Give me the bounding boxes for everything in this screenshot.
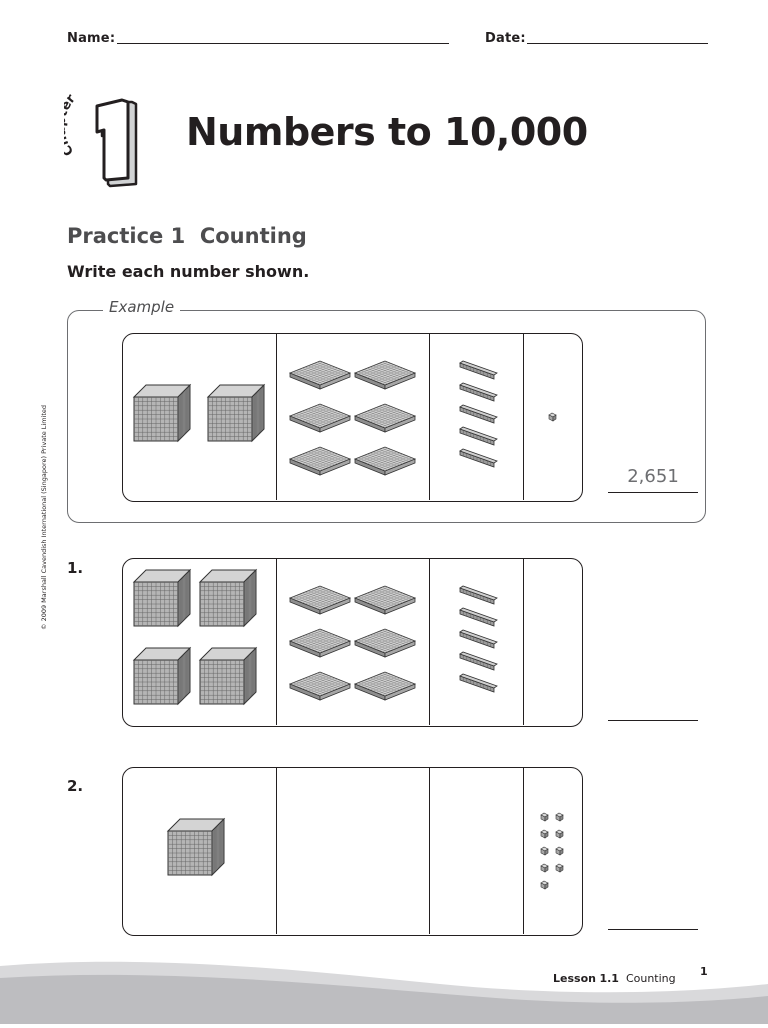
question-2-one-cube: [541, 847, 548, 855]
date-field-line[interactable]: [527, 43, 708, 44]
example-answer-line: [608, 492, 698, 493]
footer-lesson: [553, 972, 676, 985]
question-1-answer-line[interactable]: [608, 720, 698, 721]
example-label: Example: [103, 298, 180, 316]
question-2-blocks-svg: [122, 767, 582, 935]
practice-heading: [67, 224, 307, 248]
example-answer: 2,651: [627, 466, 679, 487]
question-1-blocks: [122, 558, 582, 726]
name-field-line[interactable]: [117, 43, 449, 44]
question-2-one-cube: [541, 864, 548, 872]
instruction-text: Write each number shown.: [67, 262, 310, 281]
question-1-hundred-flat: [290, 586, 350, 614]
question-1-thousand-cube: [134, 570, 190, 626]
example-hundred-flat: [290, 361, 350, 389]
question-1-hundred-flat: [355, 672, 415, 700]
copyright-note: © 2009 Marshall Cavendish International (Singapore) Private Limited: [40, 404, 48, 630]
question-1-blocks-svg: [122, 558, 582, 726]
practice-number: Practice 1: [67, 224, 186, 248]
practice-topic: Counting: [199, 224, 307, 248]
footer-lesson-word: Lesson: [553, 972, 596, 985]
question-1-thousand-cube: [200, 648, 256, 704]
example-hundred-flat: [290, 447, 350, 475]
example-blocks-svg: [122, 333, 582, 501]
example-hundred-flat: [355, 447, 415, 475]
question-1-number: 1.: [67, 559, 84, 577]
question-2-answer-line[interactable]: [608, 929, 698, 930]
footer-lesson-number: 1.1: [599, 972, 619, 985]
page-number: 1: [700, 965, 708, 978]
question-1-hundred-flat: [355, 586, 415, 614]
example-one-cube: [549, 413, 556, 421]
question-2-thousand-cube: [168, 819, 224, 875]
question-1-hundred-flat: [290, 629, 350, 657]
example-ten-rod: [460, 405, 497, 423]
example-hundred-flat: [355, 404, 415, 432]
question-1-hundred-flat: [290, 672, 350, 700]
footer-wave: [0, 950, 768, 1024]
example-ten-rod: [460, 361, 497, 379]
question-2-one-cube: [556, 864, 563, 872]
example-ten-rod: [460, 383, 497, 401]
question-2-one-cube: [541, 830, 548, 838]
chapter-word: r: [64, 91, 79, 107]
question-1-ten-rod: [460, 630, 497, 648]
question-1-ten-rod: [460, 608, 497, 626]
chapter-badge: [64, 74, 164, 194]
svg-text:Chapter: [64, 91, 79, 158]
question-2-one-cube: [541, 881, 548, 889]
example-thousand-cube: [134, 385, 190, 441]
example-ten-rod: [460, 427, 497, 445]
question-2-number: 2.: [67, 777, 84, 795]
example-hundred-flat: [290, 404, 350, 432]
question-2-one-cube: [556, 813, 563, 821]
question-2-one-cube: [556, 830, 563, 838]
name-label: Name:: [67, 31, 116, 46]
footer-lesson-topic: Counting: [625, 972, 676, 985]
question-1-ten-rod: [460, 586, 497, 604]
question-2-one-cube: [556, 847, 563, 855]
example-ten-rod: [460, 449, 497, 467]
question-2-blocks: [122, 767, 582, 935]
question-1-thousand-cube: [200, 570, 256, 626]
question-1-ten-rod: [460, 674, 497, 692]
example-blocks: [122, 333, 582, 501]
question-1-hundred-flat: [355, 629, 415, 657]
question-2-one-cube: [541, 813, 548, 821]
question-1-thousand-cube: [134, 648, 190, 704]
chapter-title: Numbers to 10,000: [186, 110, 588, 154]
example-hundred-flat: [355, 361, 415, 389]
example-thousand-cube: [208, 385, 264, 441]
question-1-ten-rod: [460, 652, 497, 670]
date-label: Date:: [485, 31, 526, 46]
